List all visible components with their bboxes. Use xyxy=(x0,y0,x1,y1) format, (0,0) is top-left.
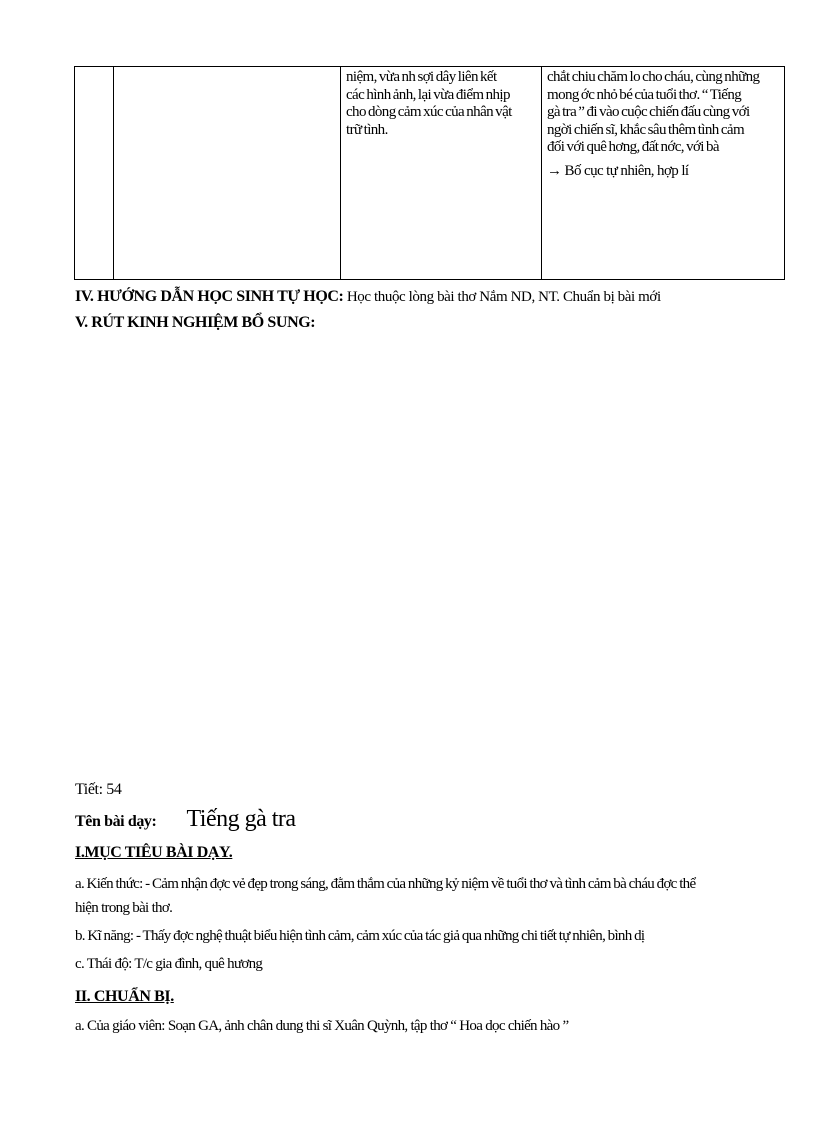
lesson-period: Tiết: 54 xyxy=(75,781,122,798)
table-cell-student-activity xyxy=(341,67,542,280)
table-cell-content xyxy=(542,67,785,280)
lesson-title-row xyxy=(75,806,296,833)
teacher-prep-text: Soạn GA, ảnh chân dung thi sĩ Xuân Quỳnh, tập thơ “ Hoa dọc chiến hào ” xyxy=(167,1018,569,1034)
content-conclusion: → Bố cục tự nhiên, hợp lí xyxy=(547,162,689,179)
text-line: chắt chiu chăm lo cho cháu, cùng những xyxy=(547,69,760,85)
text-line: trữ tình. xyxy=(346,121,388,138)
teacher-prep-label: a. Của giáo viên: xyxy=(75,1018,165,1034)
skills-line xyxy=(75,928,644,945)
section-iv-text: Học thuộc lòng bài thơ Nắm ND, NT. Chuẩn bị bài mới xyxy=(346,289,661,305)
teacher-prep-line xyxy=(75,1018,568,1035)
lesson-title: Tiếng gà tra xyxy=(186,806,296,832)
section-iv xyxy=(75,288,661,306)
content-text xyxy=(542,67,784,157)
text-line: mong ớc nhỏ bé của tuổi thơ. “ Tiếng xyxy=(547,86,742,103)
lesson-content-table xyxy=(74,66,785,280)
student-activity-text xyxy=(341,67,541,139)
objectives-heading: I.MỤC TIÊU BÀI DẠY. xyxy=(75,844,233,861)
knowledge-text-continued: hiện trong bài thơ. xyxy=(75,900,173,916)
text-line: đối với quê hơng, đất nớc, với bà xyxy=(547,139,719,155)
text-line: niệm, vừa nh sợi dây liên kết xyxy=(346,69,497,85)
text-line: gà tra ” đi vào cuộc chiến đấu cùng với xyxy=(547,104,750,120)
table-cell-step xyxy=(75,67,114,280)
lesson-title-label: Tên bài dạy: xyxy=(75,813,157,830)
skills-label: b. Kĩ năng: xyxy=(75,928,134,944)
table-row xyxy=(75,67,785,280)
knowledge-label: a. Kiến thức: xyxy=(75,876,143,892)
text-line: cho dòng cảm xúc của nhân vật xyxy=(346,104,512,120)
knowledge-line xyxy=(75,876,695,893)
text-line: ngời chiến sĩ, khắc sâu thêm tình cảm xyxy=(547,121,745,138)
knowledge-text: - Cảm nhận đợc vẻ đẹp trong sáng, đằm thắm của những kỷ niệm về tuổi thơ và tình cảm bà cháu đợc thể xyxy=(145,876,696,892)
table-cell-teacher-activity xyxy=(114,67,341,280)
attitude-line: c. Thái độ: T/c gia đình, quê hương xyxy=(75,956,263,972)
section-v-heading: V. RÚT KINH NGHIỆM BỔ SUNG: xyxy=(75,314,316,331)
prep-heading: II. CHUẨN BỊ. xyxy=(75,988,174,1005)
text-line: các hình ảnh, lại vừa điểm nhịp xyxy=(346,86,510,103)
section-iv-heading: IV. HƯỚNG DẪN HỌC SINH TỰ HỌC: xyxy=(75,288,344,305)
skills-text: - Thấy đợc nghệ thuật biểu hiện tình cảm, cảm xúc của tác giả qua những chi tiết tự nhiên, bình dị xyxy=(135,928,645,944)
